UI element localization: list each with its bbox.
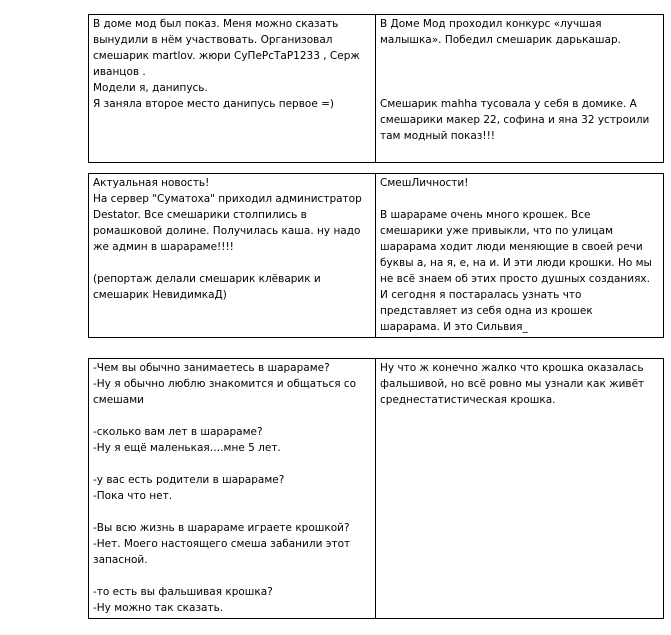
personalities-intro: В шарараме очень много крошек. Все смешарики уже привыкли, что по улицам шарарама ходит люди меняющие в своей речи буквы а, на я, е, на и. И эти люди крошки. Но мы не всё знаем об этих просто душных созданиях. И сегодня я постаралась узнать что представляет из себя одна из крошек шарарама. И это Сильвия_: [380, 209, 652, 333]
admin-visit-news: Актуальная новость! На сервер "Суматоха" приходил администратор Destator. Все смешарики столпились в ромашковой долине. Получилась каша. ну надо же админ в шарараме!!!!: [93, 177, 362, 253]
article-table-2: [88, 173, 664, 338]
personalities-cell: [376, 174, 664, 338]
interview-qa-4: -Вы всю жизнь в шарараме играете крошкой? -Нет. Моего настоящего смеша забанили этот запасной.: [93, 522, 351, 566]
interview-qa-1: -Чем вы обычно занимаетесь в шарараме? -Ну я обычно люблю знакомится и общаться со смешами: [93, 362, 357, 406]
interview-conclusion: Ну что ж конечно жалко что крошка оказалась фальшивой, но всё ровно мы узнали как живёт среднестатистическая крошка.: [380, 362, 645, 406]
conclusion-cell: [376, 359, 664, 619]
interview-qa-5: -то есть вы фальшивая крошка? -Ну можно так сказать.: [93, 586, 273, 614]
article-table-3: [88, 358, 664, 619]
fashion-show-result: Я заняла второе место данипусь первое =): [93, 98, 335, 110]
personalities-heading: СмешЛичности!: [380, 177, 469, 189]
fashion-show-story: В доме мод был показ. Меня можно сказать вынудили в нём участвовать. Организовал смешарик martlov. жюри СуПеРсТаР1233 , Серж иванцов . Модели я, данипусь.: [93, 18, 360, 94]
report-credits: (репортаж делали смешарик клёварик и смешарик НевидимкаД): [93, 273, 321, 301]
news-cell: [89, 174, 376, 338]
best-baby-contest-text: В Доме Мод проходил конкурс «лучшая малышка». Победил смешарик дарькашар.: [380, 18, 621, 46]
fashion-show-cell: [89, 15, 376, 163]
interview-qa-3: -у вас есть родители в шарараме? -Пока что нет.: [93, 474, 285, 502]
home-show-text: Смешарик mahha тусовала у себя в домике. А смешарики макер 22, софина и яна 32 устроили там модный показ!!!: [380, 98, 650, 142]
interview-cell: [89, 359, 376, 619]
interview-qa-2: -сколько вам лет в шарараме? -Ну я ещё маленькая….мне 5 лет.: [93, 426, 281, 454]
fashion-house-cell: [376, 15, 664, 163]
article-table-1: [88, 14, 664, 163]
